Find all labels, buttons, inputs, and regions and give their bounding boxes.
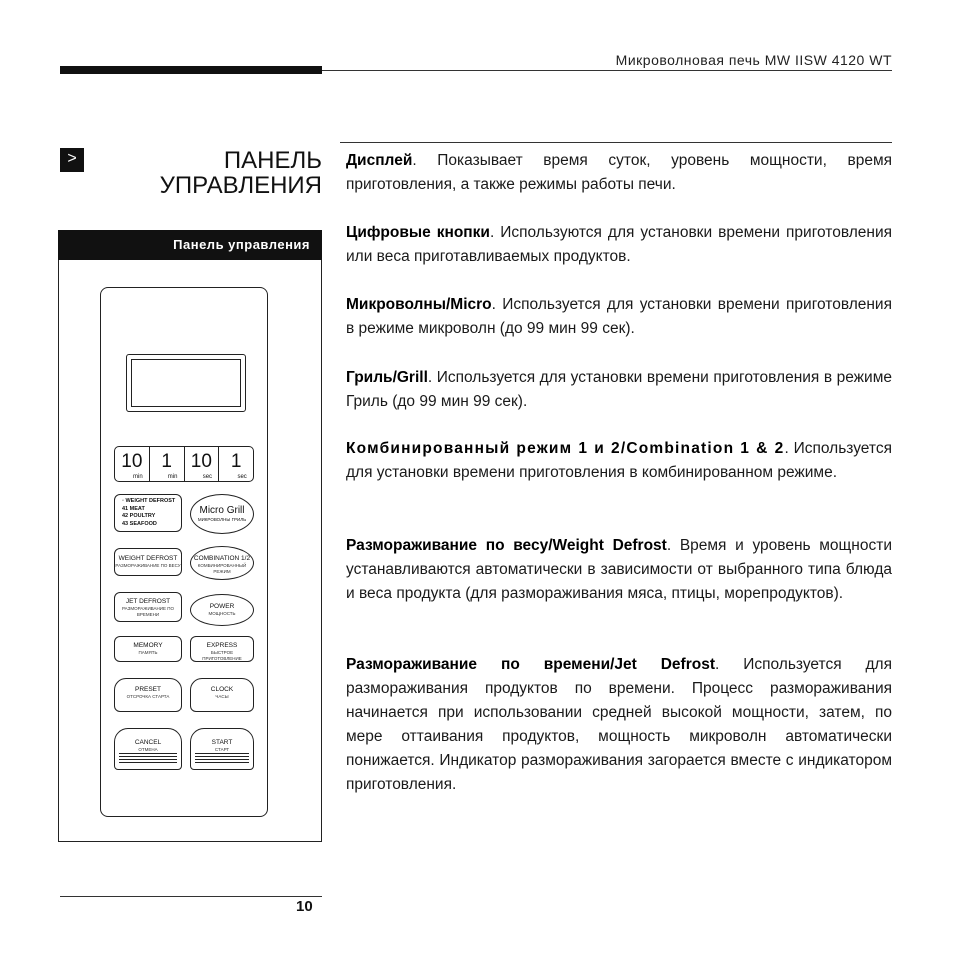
button-sublabel: РАЗМОРАЖИВАНИЕ ПО ВРЕМЕНИ bbox=[121, 606, 175, 617]
paragraph-term: Комбинированный режим 1 и 2/Combination 1 & 2 bbox=[346, 440, 785, 457]
paragraph-text: . Используется для размораживания продуктов по времени. Процесс размораживания начинается при использовании средней высокой мощности, затем, по мере оттаивания продуктов, мощность микроволн автоматически понижается. Индикатор размораживания загорается вместе с индикатором приготовления. bbox=[346, 656, 892, 793]
button-sublabel: ОТСРОЧКА СТАРТА bbox=[126, 694, 170, 699]
paragraph-combination bbox=[346, 437, 892, 485]
section-title-line1: ПАНЕЛЬ bbox=[223, 147, 322, 174]
button-sublabel: ПАМЯТЬ bbox=[138, 650, 158, 655]
button-sublabel: РАЗМОРАЖИВАНИЕ ПО ВЕСУ bbox=[115, 563, 181, 568]
button-sublabel: МОЩНОСТЬ bbox=[208, 611, 236, 616]
clock-button[interactable] bbox=[190, 678, 254, 712]
combination-button[interactable] bbox=[190, 546, 254, 580]
button-label: CLOCK bbox=[210, 686, 234, 693]
cancel-button[interactable] bbox=[114, 728, 182, 770]
micro-grill-button[interactable] bbox=[190, 494, 254, 534]
display-screen bbox=[126, 354, 246, 412]
paragraph-term: Гриль/Grill bbox=[346, 369, 428, 386]
digit-button-1sec[interactable] bbox=[219, 447, 253, 481]
weight-defrost-button[interactable] bbox=[114, 548, 182, 576]
express-button[interactable] bbox=[190, 636, 254, 662]
section-rule bbox=[340, 142, 892, 143]
header-rule bbox=[322, 70, 892, 71]
paragraph-term: Размораживание по времени/Jet Defrost bbox=[346, 656, 715, 673]
control-panel-heading: Панель управления bbox=[58, 230, 322, 260]
weight-defrost-list-item: ◦ WEIGHT DEFROST bbox=[122, 498, 176, 504]
paragraph-micro bbox=[346, 293, 892, 341]
paragraph-text: . Используется для установки времени приготовления в режиме Гриль (до 99 мин 99 сек). bbox=[346, 369, 892, 410]
paragraph-text: . Используется для установки времени приготовления в режиме микроволн (до 99 мин 99 сек). bbox=[346, 296, 892, 337]
cancel-button-stripes bbox=[119, 753, 177, 765]
button-label: COMBINATION 1/2 bbox=[193, 555, 251, 562]
digit-unit: sec bbox=[237, 474, 247, 480]
paragraph-term: Размораживание по весу/Weight Defrost bbox=[346, 537, 667, 554]
digit-value: 10 bbox=[121, 451, 143, 472]
digit-button-10sec[interactable] bbox=[185, 447, 220, 481]
button-label: EXPRESS bbox=[206, 642, 238, 649]
weight-defrost-list-item: 43 SEAFOOD bbox=[122, 520, 157, 527]
digit-unit: min bbox=[167, 474, 178, 480]
header-title: Микроволновая печь MW IISW 4120 WT bbox=[615, 52, 892, 68]
paragraph-digit-buttons bbox=[346, 221, 892, 269]
button-sublabel: ЧАСЫ bbox=[215, 694, 229, 699]
section-title bbox=[160, 148, 322, 198]
weight-defrost-list-item: 42 POULTRY bbox=[122, 513, 156, 519]
jet-defrost-button[interactable] bbox=[114, 592, 182, 622]
digit-button-1min[interactable] bbox=[150, 447, 185, 481]
header-bar bbox=[60, 66, 322, 74]
paragraph-jet-defrost bbox=[346, 653, 892, 797]
paragraph-term: Дисплей bbox=[346, 152, 413, 169]
button-label: WEIGHT DEFROST bbox=[118, 555, 178, 562]
paragraph-term: Микроволны/Micro bbox=[346, 296, 492, 313]
button-label: CANCEL bbox=[134, 739, 162, 746]
weight-defrost-menu-list bbox=[114, 494, 182, 532]
micro-grill-label: Micro Grill bbox=[199, 505, 245, 516]
digit-value: 1 bbox=[161, 451, 172, 472]
button-sublabel: СТАРТ bbox=[214, 747, 230, 752]
footer-rule bbox=[60, 896, 322, 897]
paragraph-display bbox=[346, 149, 892, 197]
paragraph-text: . Время и уровень мощности устанавливаются автоматически в зависимости от выбранного типа блюда и веса продукта (для размораживания мяса, птицы, морепродуктов). bbox=[346, 537, 892, 602]
paragraph-text: . Показывает время суток, уровень мощности, время приготовления, а также режимы работы печи. bbox=[346, 152, 892, 193]
digit-buttons bbox=[114, 446, 254, 482]
paragraph-text: . Используются для установки времени приготовления или веса приготавливаемых продуктов. bbox=[346, 224, 892, 265]
button-sublabel: БЫСТРОЕ ПРИГОТОВЛЕНИЕ bbox=[202, 650, 242, 661]
section-marker: > bbox=[60, 148, 84, 172]
weight-defrost-list-item: 41 MEAT bbox=[122, 505, 145, 512]
button-label: MEMORY bbox=[133, 642, 163, 649]
digit-unit: sec bbox=[202, 474, 213, 480]
preset-button[interactable] bbox=[114, 678, 182, 712]
memory-button[interactable] bbox=[114, 636, 182, 662]
paragraph-grill bbox=[346, 366, 892, 414]
button-label: START bbox=[211, 739, 233, 746]
digit-unit: min bbox=[133, 474, 143, 480]
button-sublabel: ОТМЕНА bbox=[138, 747, 158, 752]
digit-button-10min[interactable] bbox=[115, 447, 150, 481]
button-sublabel: КОМБИНИРОВАННЫЙ РЕЖИМ bbox=[197, 563, 247, 574]
page-number: 10 bbox=[296, 898, 313, 915]
button-label: POWER bbox=[209, 603, 235, 610]
start-button[interactable] bbox=[190, 728, 254, 770]
start-button-stripes bbox=[195, 753, 249, 765]
paragraph-weight-defrost bbox=[346, 534, 892, 606]
paragraph-term: Цифровые кнопки bbox=[346, 224, 490, 241]
button-label: PRESET bbox=[134, 686, 161, 693]
micro-grill-sublabel: МИКРОВОЛНЫ ГРИЛЬ bbox=[197, 517, 247, 522]
button-label: JET DEFROST bbox=[125, 598, 171, 605]
paragraph-text: . Используется для установки времени приготовления в комбинированном режиме. bbox=[346, 440, 892, 481]
digit-value: 10 bbox=[190, 451, 212, 472]
section-title-line2: УПРАВЛЕНИЯ bbox=[159, 172, 322, 199]
power-button[interactable] bbox=[190, 594, 254, 626]
digit-value: 1 bbox=[230, 451, 242, 472]
